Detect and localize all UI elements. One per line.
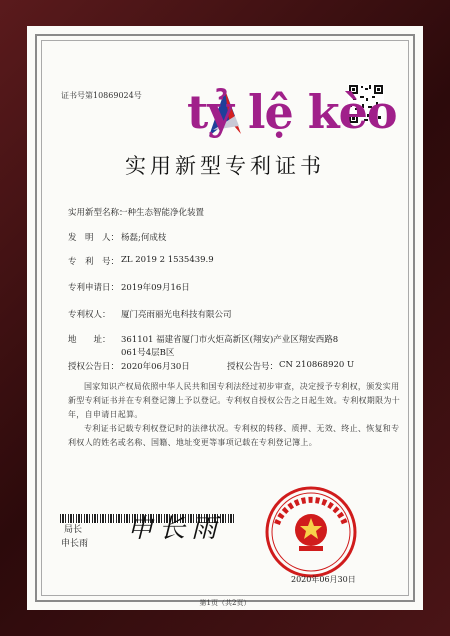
- director-signature: 申长雨: [127, 514, 224, 544]
- field-value: ZL 2019 2 1535439.9: [121, 255, 214, 265]
- field-value: 061号4层B区: [121, 348, 175, 358]
- body-paragraph: 专利证书记载专利权登记时的法律状况。专利权的转移、质押、无效、终止、恢复和专利权人的姓名或名称、国籍、地址变更等事项记载在专利登记簿上。: [68, 424, 400, 447]
- field-label: 专利权人：: [68, 310, 111, 320]
- director-name: 申长雨: [61, 539, 89, 549]
- field-label: 发 明 人：: [68, 233, 120, 243]
- page-footer: 第1页（共2页）: [199, 599, 251, 607]
- field-value: 2019年09月16日: [121, 283, 190, 293]
- official-seal-icon: [263, 484, 359, 580]
- certificate-number: 证书号第10869024号: [61, 91, 142, 100]
- field-label: 授权公告日：: [68, 362, 120, 372]
- certificate-page: [27, 26, 423, 610]
- field-value: 361101 福建省厦门市火炬高新区(翔安)产业区翔安西路8: [121, 335, 339, 345]
- field-label: 专 利 号：: [68, 257, 120, 267]
- field-value: 厦门亮雨丽光电科技有限公司: [121, 310, 232, 320]
- field-label: 实用新型名称：: [68, 208, 128, 218]
- field-value: 2020年06月30日: [121, 362, 190, 372]
- director-title: 局长: [64, 525, 83, 535]
- seal-date: 2020年06月30日: [291, 575, 356, 584]
- field-value: 杨磊;何成枝: [121, 233, 167, 243]
- field-label: 授权公告号：: [227, 362, 279, 372]
- body-paragraph: 国家知识产权局依照中华人民共和国专利法经过初步审查，决定授予专利权，颁发实用新型专利证书并在专利登记簿上予以登记。专利权自授权公告之日起生效。专利权期限为十年，自申请日起算。: [68, 382, 400, 419]
- field-value: CN 210868920 U: [279, 360, 355, 370]
- certificate-title: 实用新型专利证书: [125, 154, 325, 178]
- field-label: 地 址：: [68, 335, 111, 345]
- watermark-overlay: tỷ lệ kèo: [187, 85, 397, 139]
- field-value: 一种生态智能净化装置: [119, 208, 205, 218]
- field-label: 专利申请日：: [68, 283, 120, 293]
